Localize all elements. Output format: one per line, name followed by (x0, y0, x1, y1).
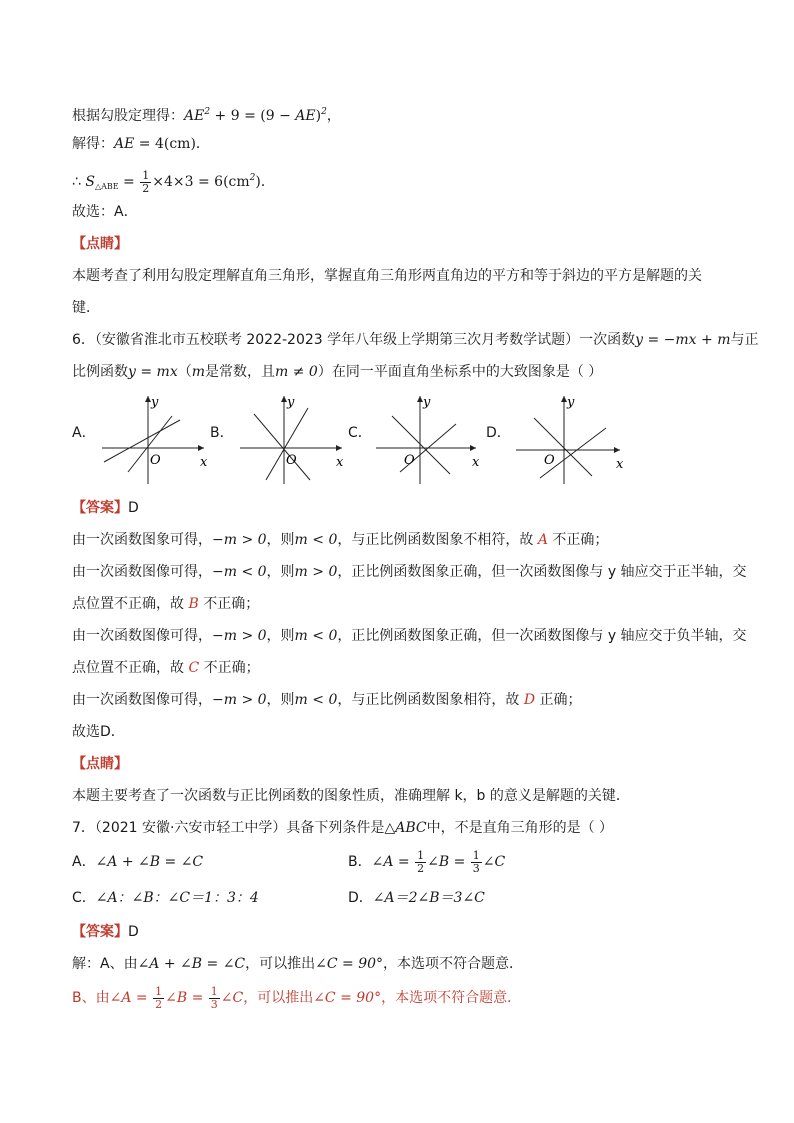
q7-options-row-1 (72, 844, 732, 880)
fraction: $\frac{1}{2}$ (142, 168, 150, 195)
linear-function: y = −mx + m (635, 332, 731, 348)
remark-text: 本题考查了利用勾股定理解直角三角形，掌握直角三角形两直角边的平方和等于斜边的平方是解题的关 (72, 268, 702, 284)
option-d-label: D． (486, 425, 511, 441)
prev-choice: 故选：A． (72, 204, 138, 220)
svg-text:x: x (336, 455, 344, 470)
option-b: B．∠A = $\frac{1}{2}$ ∠B = $\frac{1}{3}$ ∠C (348, 848, 506, 875)
svg-text:x: x (472, 455, 480, 470)
q6-option-graphs (72, 392, 732, 488)
option-c-label: C． (348, 425, 372, 441)
text: ． (195, 136, 210, 152)
proportional-function: y = mx (128, 364, 178, 380)
q7-answer: 【答案】D (72, 924, 139, 940)
svg-text:y: y (567, 395, 575, 410)
svg-text:O: O (544, 453, 555, 468)
svg-text:O: O (286, 453, 297, 468)
option-a: A．∠A + ∠B = ∠C (72, 854, 204, 870)
q7-solution-line: B、由∠A = $\frac{1}{2}$ ∠B = $\frac{1}{3}$ ∠C，可以推出∠C = 90°，本选项不符合题意． (72, 984, 522, 1011)
text: ， (326, 108, 341, 124)
option-b-label: B． (210, 425, 234, 441)
svg-text:y: y (423, 395, 431, 410)
math-expr: AE = 4(cm) (114, 136, 196, 152)
math-expr: $S_{\triangle ABE}$ = $\frac{1}{2}$ $\times 4\times 3 = 6(cm^2)$ (85, 168, 261, 195)
pythagoras-line (72, 96, 732, 128)
q6-answer: 【答案】D (72, 500, 139, 516)
text: ． (260, 174, 275, 190)
q6-stem: 6．（安徽省淮北市五校联考 2022-2023 学年八年级上学期第三次月考数学试题）一次函数y = −mx + m与正 (72, 332, 759, 348)
svg-text:O: O (404, 453, 415, 468)
q7-options-row-2 (72, 880, 732, 916)
q6-explain-line: 由一次函数图像可得，−m > 0，则m < 0，正比例函数图象正确，但一次函数图像与 y 轴应交于负半轴，交 (72, 628, 747, 644)
q6-choice: 故选D． (72, 724, 125, 740)
q6-explain-line: 由一次函数图像可得，−m > 0，则m < 0，与正比例函数图象相符，故 D 正确； (72, 692, 582, 708)
q6-remark-text: 本题主要考查了一次函数与正比例函数的图象性质，准确理解 k，b 的意义是解题的关键． (72, 788, 630, 804)
remark-text: 键． (72, 300, 100, 316)
text: 解得： (72, 136, 114, 152)
option-c-graph (374, 392, 484, 486)
q6-explain-line: 点位置不正确，故 B 不正确； (72, 596, 260, 612)
q6-stem: 比例函数y = mx（m是常数，且m ≠ 0）在同一平面直角坐标系中的大致图象是（ ） (72, 364, 603, 380)
svg-text:y: y (287, 395, 295, 410)
text: 根据勾股定理得： (72, 108, 184, 124)
area-line (72, 160, 732, 196)
solve-line (72, 128, 732, 160)
therefore-symbol: ∴ (72, 174, 86, 190)
q7-solution-line: 解：A、由∠A + ∠B = ∠C，可以推出∠C = 90°，本选项不符合题意． (72, 956, 524, 972)
document-page (72, 96, 759, 1016)
remark-heading: 【点睛】 (72, 236, 128, 252)
q6-explain-line: 由一次函数图象可得，−m > 0，则m < 0，与正比例函数图象不相符，故 A 不正确； (72, 532, 609, 548)
option-d-graph (512, 392, 632, 486)
svg-text:y: y (151, 395, 159, 410)
q6-explain-line: 点位置不正确，故 C 不正确； (72, 660, 260, 676)
svg-text:x: x (200, 455, 208, 470)
q6-explain-line: 由一次函数图像可得，−m < 0，则m > 0，正比例函数图象正确，但一次函数图像与 y 轴应交于正半轴，交 (72, 564, 747, 580)
q7-stem: 7．（2021 安徽·六安市轻工中学）具备下列条件是△ABC中，不是直角三角形的是（ ） (72, 820, 614, 836)
q6-remark-heading: 【点睛】 (72, 756, 128, 772)
option-a-graph (100, 392, 210, 486)
option-b-graph (236, 392, 346, 486)
svg-text:x: x (616, 457, 624, 472)
option-a-label: A． (72, 425, 96, 441)
option-d: D．∠A＝2∠B＝3∠C (348, 890, 485, 906)
math-expr: $AE^2 + 9 = (9 - AE)^2$ (184, 107, 327, 124)
option-c: C．∠A：∠B：∠C＝1：3：4 (72, 890, 259, 906)
svg-text:O: O (150, 453, 161, 468)
